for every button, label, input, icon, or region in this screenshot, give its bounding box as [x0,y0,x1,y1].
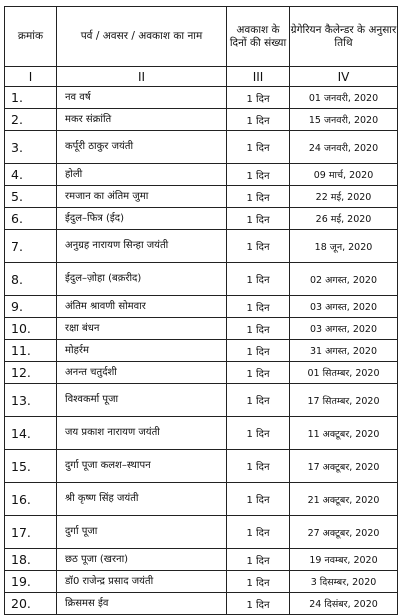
row-number: 18. [5,549,57,571]
holiday-days: 1 दिन [227,263,290,296]
holiday-name: अनन्त चतुर्दशी [57,362,227,384]
holiday-name: जय प्रकाश नारायण जयंती [57,417,227,450]
holiday-date: 01 सितम्बर, 2020 [290,362,398,384]
holiday-name: दुर्गा पूजा कलश–स्थापन [57,450,227,483]
holiday-date: 3 दिसम्बर, 2020 [290,571,398,593]
table-row [5,208,398,230]
row-number: 8. [5,263,57,296]
holiday-date: 27 अक्टूबर, 2020 [290,516,398,549]
holiday-name: दुर्गा पूजा [57,516,227,549]
holiday-days: 1 दिन [227,208,290,230]
holiday-date: 17 सितम्बर, 2020 [290,384,398,417]
roman-3: III [227,67,290,87]
table-row [5,362,398,384]
holiday-days: 1 दिन [227,230,290,263]
table-row [5,318,398,340]
holiday-date: 19 नवम्बर, 2020 [290,549,398,571]
row-number: 15. [5,450,57,483]
table-row [5,109,398,131]
table-row [5,131,398,164]
table-row [5,549,398,571]
table-row [5,230,398,263]
holiday-date: 24 जनवरी, 2020 [290,131,398,164]
header-name: पर्व / अवसर / अवकाश का नाम [57,7,227,67]
holiday-date: 22 मई, 2020 [290,186,398,208]
row-number: 9. [5,296,57,318]
row-number: 2. [5,109,57,131]
table-row [5,296,398,318]
holiday-name: मोहर्रम [57,340,227,362]
holiday-date: 03 अगस्त, 2020 [290,318,398,340]
holiday-name: मकर संक्रांति [57,109,227,131]
holiday-date: 24 दिसंबर, 2020 [290,593,398,615]
row-number: 1. [5,87,57,109]
holiday-document [4,6,397,611]
holiday-days: 1 दिन [227,516,290,549]
holiday-days: 1 दिन [227,87,290,109]
row-number: 13. [5,384,57,417]
holiday-days: 1 दिन [227,164,290,186]
table-row [5,384,398,417]
holiday-name: ईदुल–फित्र (ईद) [57,208,227,230]
roman-4: IV [290,67,398,87]
holiday-date: 02 अगस्त, 2020 [290,263,398,296]
header-days: अवकाश के दिनों की संख्या [227,7,290,67]
holiday-name: क्रिसमस ईव [57,593,227,615]
row-number: 19. [5,571,57,593]
row-number: 14. [5,417,57,450]
holiday-name: छठ पूजा (खरना) [57,549,227,571]
table-row [5,164,398,186]
holiday-rows [5,87,398,615]
holiday-days: 1 दिन [227,549,290,571]
holiday-date: 31 अगस्त, 2020 [290,340,398,362]
holiday-name: होली [57,164,227,186]
holiday-days: 1 दिन [227,186,290,208]
header-row [5,7,398,67]
holiday-name: श्री कृष्ण सिंह जयंती [57,483,227,516]
row-number: 6. [5,208,57,230]
holiday-days: 1 दिन [227,450,290,483]
holiday-days: 1 दिन [227,296,290,318]
holiday-days: 1 दिन [227,362,290,384]
holiday-days: 1 दिन [227,593,290,615]
row-number: 16. [5,483,57,516]
holiday-name: विश्वकर्मा पूजा [57,384,227,417]
holiday-days: 1 दिन [227,318,290,340]
holiday-name: रक्षा बंधन [57,318,227,340]
holiday-name: कर्पूरी ठाकुर जयंती [57,131,227,164]
row-number: 3. [5,131,57,164]
holiday-table [4,6,398,615]
holiday-name: डॉ0 राजेन्द्र प्रसाद जयंती [57,571,227,593]
table-row [5,186,398,208]
holiday-date: 17 अक्टूबर, 2020 [290,450,398,483]
holiday-days: 1 दिन [227,571,290,593]
holiday-name: नव वर्ष [57,87,227,109]
holiday-date: 09 मार्च, 2020 [290,164,398,186]
header-date: ग्रेगेरियन कैलेन्डर के अनुसार तिथि [290,7,398,67]
holiday-date: 21 अक्टूबर, 2020 [290,483,398,516]
row-number: 17. [5,516,57,549]
table-row [5,571,398,593]
roman-numeral-row [5,67,398,87]
holiday-date: 01 जनवरी, 2020 [290,87,398,109]
row-number: 12. [5,362,57,384]
holiday-name: रमजान का अंतिम जुमा [57,186,227,208]
table-row [5,340,398,362]
holiday-date: 15 जनवरी, 2020 [290,109,398,131]
roman-2: II [57,67,227,87]
holiday-days: 1 दिन [227,340,290,362]
holiday-name: अंतिम श्रावणी सोमवार [57,296,227,318]
holiday-name: अनुग्रह नारायण सिन्हा जयंती [57,230,227,263]
holiday-date: 26 मई, 2020 [290,208,398,230]
row-number: 4. [5,164,57,186]
row-number: 7. [5,230,57,263]
table-row [5,483,398,516]
holiday-days: 1 दिन [227,109,290,131]
table-row [5,450,398,483]
table-row [5,87,398,109]
header-serial: क्रमांक [5,7,57,67]
table-row [5,417,398,450]
row-number: 10. [5,318,57,340]
holiday-days: 1 दिन [227,384,290,417]
row-number: 5. [5,186,57,208]
row-number: 20. [5,593,57,615]
holiday-date: 03 अगस्त, 2020 [290,296,398,318]
table-row [5,516,398,549]
holiday-date: 18 जून, 2020 [290,230,398,263]
table-row [5,263,398,296]
holiday-name: ईदुल–ज़ोहा (बक़रीद) [57,263,227,296]
holiday-days: 1 दिन [227,131,290,164]
holiday-date: 11 अक्टूबर, 2020 [290,417,398,450]
holiday-days: 1 दिन [227,417,290,450]
roman-1: I [5,67,57,87]
row-number: 11. [5,340,57,362]
holiday-days: 1 दिन [227,483,290,516]
